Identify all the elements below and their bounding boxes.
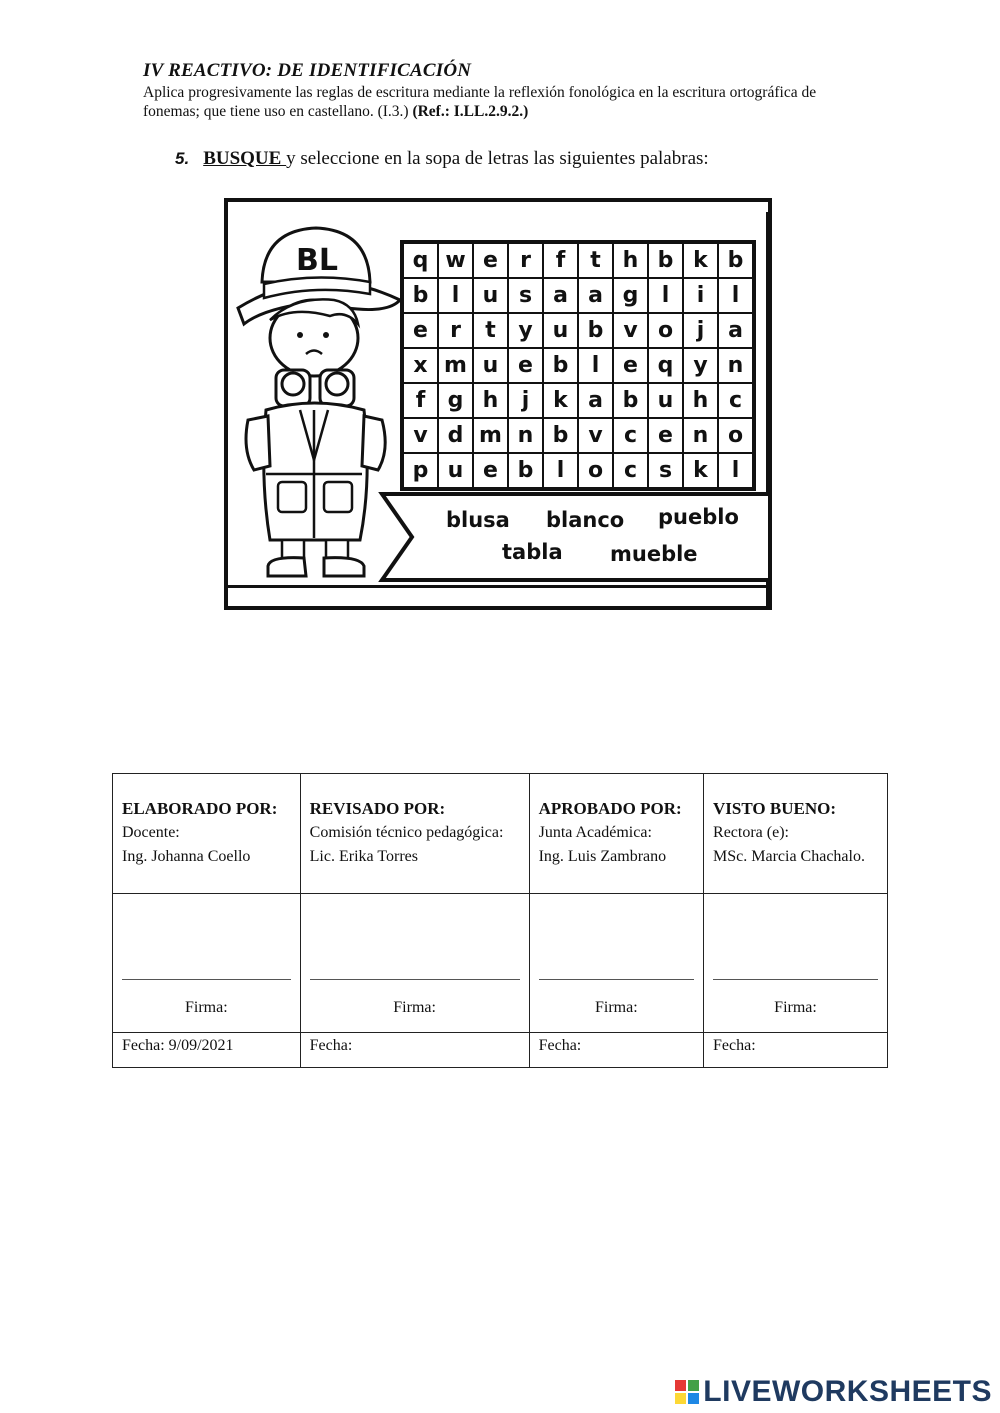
signature-label: Firma: (184, 999, 228, 1016)
grid-cell[interactable]: a (578, 278, 613, 313)
grid-cell[interactable]: p (403, 453, 438, 488)
signature-line (122, 979, 291, 980)
grid-cell[interactable]: e (473, 453, 508, 488)
grid-cell[interactable]: l (718, 278, 753, 313)
approval-cell (529, 774, 703, 894)
grid-cell[interactable]: d (438, 418, 473, 453)
grid-cell[interactable]: y (508, 313, 543, 348)
date-cell: Fecha: (300, 1033, 529, 1068)
grid-cell[interactable]: s (648, 453, 683, 488)
date-row (113, 1033, 888, 1068)
word-item: mueble (610, 542, 698, 566)
signature-label: Firma: (774, 999, 817, 1016)
grid-cell[interactable]: c (613, 418, 648, 453)
signature-row (113, 894, 888, 1033)
grid-cell[interactable]: t (473, 313, 508, 348)
grid-cell[interactable]: y (683, 348, 718, 383)
person-name: MSc. Marcia Chachalo. (713, 848, 865, 865)
logo-mark-icon (675, 1380, 699, 1404)
grid-cell[interactable]: w (438, 243, 473, 278)
grid-cell[interactable]: h (613, 243, 648, 278)
grid-cell[interactable]: o (578, 453, 613, 488)
person-name: Ing. Luis Zambrano (538, 848, 667, 865)
grid-cell[interactable]: b (613, 383, 648, 418)
grid-cell[interactable]: v (578, 418, 613, 453)
question-text: y seleccione en la sopa de letras las siguientes palabras: (286, 148, 709, 169)
signature-cell (704, 894, 888, 1033)
signature-label: Firma: (594, 999, 638, 1016)
grid-cell[interactable]: q (403, 243, 438, 278)
signature-cell (529, 894, 703, 1033)
grid-cell[interactable]: x (403, 348, 438, 383)
word-item: blanco (546, 508, 625, 532)
grid-cell[interactable]: m (473, 418, 508, 453)
word-search-picture (224, 198, 772, 610)
date-cell: Fecha: (529, 1033, 703, 1068)
approval-cell (113, 774, 301, 894)
role-label: APROBADO POR: (538, 799, 682, 818)
grid-cell[interactable]: l (578, 348, 613, 383)
logo-square (688, 1380, 699, 1391)
word-item: tabla (502, 540, 563, 564)
signature-line (713, 979, 878, 980)
grid-cell[interactable]: b (718, 243, 753, 278)
grid-cell[interactable]: j (683, 313, 718, 348)
grid-cell[interactable]: b (543, 348, 578, 383)
grid-cell[interactable]: j (508, 383, 543, 418)
grid-cell[interactable]: o (648, 313, 683, 348)
signature-line (310, 979, 520, 980)
letter-grid (400, 240, 756, 491)
grid-cell[interactable]: v (613, 313, 648, 348)
grid-cell[interactable]: l (648, 278, 683, 313)
grid-cell[interactable]: e (613, 348, 648, 383)
grid-cell[interactable]: s (508, 278, 543, 313)
approval-roles-row (113, 774, 888, 894)
brand-name: LIVEWORKSHEETS (703, 1375, 992, 1408)
role-label: ELABORADO POR: (122, 799, 278, 818)
grid-cell[interactable]: i (683, 278, 718, 313)
word-item: blusa (446, 508, 510, 532)
role-line: Rectora (e): (713, 824, 789, 841)
date-cell: Fecha: (704, 1033, 888, 1068)
grid-cell[interactable]: h (683, 383, 718, 418)
grid-cell[interactable]: a (578, 383, 613, 418)
signature-cell (113, 894, 301, 1033)
grid-cell[interactable]: r (508, 243, 543, 278)
grid-cell[interactable]: l (718, 453, 753, 488)
grid-cell[interactable]: l (438, 278, 473, 313)
section-title: IV REACTIVO: DE IDENTIFICACIÓN (143, 60, 472, 81)
approval-table (112, 773, 888, 1068)
grid-cell[interactable]: o (718, 418, 753, 453)
description-text: Aplica progresivamente las reglas de escritura mediante la reflexión fonológica en la escritura ortográfica de fonemas; que tiene uso en castellano. (I.3.) (143, 84, 817, 120)
person-name: Ing. Johanna Coello (122, 848, 251, 865)
liveworksheets-logo[interactable] (675, 1375, 992, 1409)
reference-code: (Ref.: I.LL.2.9.2.) (412, 103, 529, 120)
section-description (143, 83, 873, 121)
grid-cell[interactable]: n (683, 418, 718, 453)
grid-cell[interactable]: b (508, 453, 543, 488)
word-list-banner (378, 490, 776, 584)
grid-cell[interactable]: e (473, 243, 508, 278)
grid-cell[interactable]: u (473, 348, 508, 383)
grid-cell[interactable]: h (473, 383, 508, 418)
grid-cell[interactable]: b (543, 418, 578, 453)
date-cell: Fecha: 9/09/2021 (113, 1033, 301, 1068)
grid-cell[interactable]: c (613, 453, 648, 488)
grid-cell[interactable]: t (578, 243, 613, 278)
grid-cell[interactable]: b (648, 243, 683, 278)
logo-square (675, 1380, 686, 1391)
grid-cell[interactable]: a (718, 313, 753, 348)
grid-cell[interactable]: e (508, 348, 543, 383)
role-line: Comisión técnico pedagógica: (309, 824, 504, 841)
signature-line (539, 979, 694, 980)
grid-cell[interactable]: u (438, 453, 473, 488)
role-line: Junta Académica: (538, 824, 652, 841)
grid-cell[interactable]: g (613, 278, 648, 313)
grid-cell[interactable]: v (403, 418, 438, 453)
question-number: 5. (175, 149, 190, 168)
question-5 (175, 148, 709, 170)
person-name: Lic. Erika Torres (309, 848, 418, 865)
grid-cell[interactable]: u (543, 313, 578, 348)
grid-cell[interactable]: b (403, 278, 438, 313)
role-line: Docente: (122, 824, 180, 841)
grid-cell[interactable]: u (473, 278, 508, 313)
grid-cell[interactable]: c (718, 383, 753, 418)
hat-label: BL (296, 243, 338, 278)
role-label: REVISADO POR: (309, 799, 446, 818)
grid-cell[interactable]: r (438, 313, 473, 348)
grid-cell[interactable]: k (683, 243, 718, 278)
grid-cell[interactable]: m (438, 348, 473, 383)
role-label: VISTO BUENO: (713, 799, 836, 818)
question-keyword: BUSQUE (203, 148, 287, 169)
logo-square (675, 1393, 686, 1404)
grid-cell[interactable]: u (648, 383, 683, 418)
approval-cell (704, 774, 888, 894)
grid-cell[interactable]: f (543, 243, 578, 278)
logo-square (688, 1393, 699, 1404)
grid-cell[interactable]: b (578, 313, 613, 348)
grid-cell[interactable]: g (438, 383, 473, 418)
word-item: pueblo (658, 505, 739, 529)
signature-label: Firma: (393, 999, 436, 1016)
grid-cell[interactable]: a (543, 278, 578, 313)
grid-cell[interactable]: n (718, 348, 753, 383)
signature-cell (300, 894, 529, 1033)
grid-cell[interactable]: n (508, 418, 543, 453)
section-header (143, 60, 873, 121)
grid-cell[interactable]: k (683, 453, 718, 488)
grid-cell[interactable]: e (403, 313, 438, 348)
grid-cell[interactable]: k (543, 383, 578, 418)
grid-cell[interactable]: l (543, 453, 578, 488)
grid-cell[interactable]: f (403, 383, 438, 418)
grid-cell[interactable]: e (648, 418, 683, 453)
approval-cell (300, 774, 529, 894)
grid-cell[interactable]: q (648, 348, 683, 383)
